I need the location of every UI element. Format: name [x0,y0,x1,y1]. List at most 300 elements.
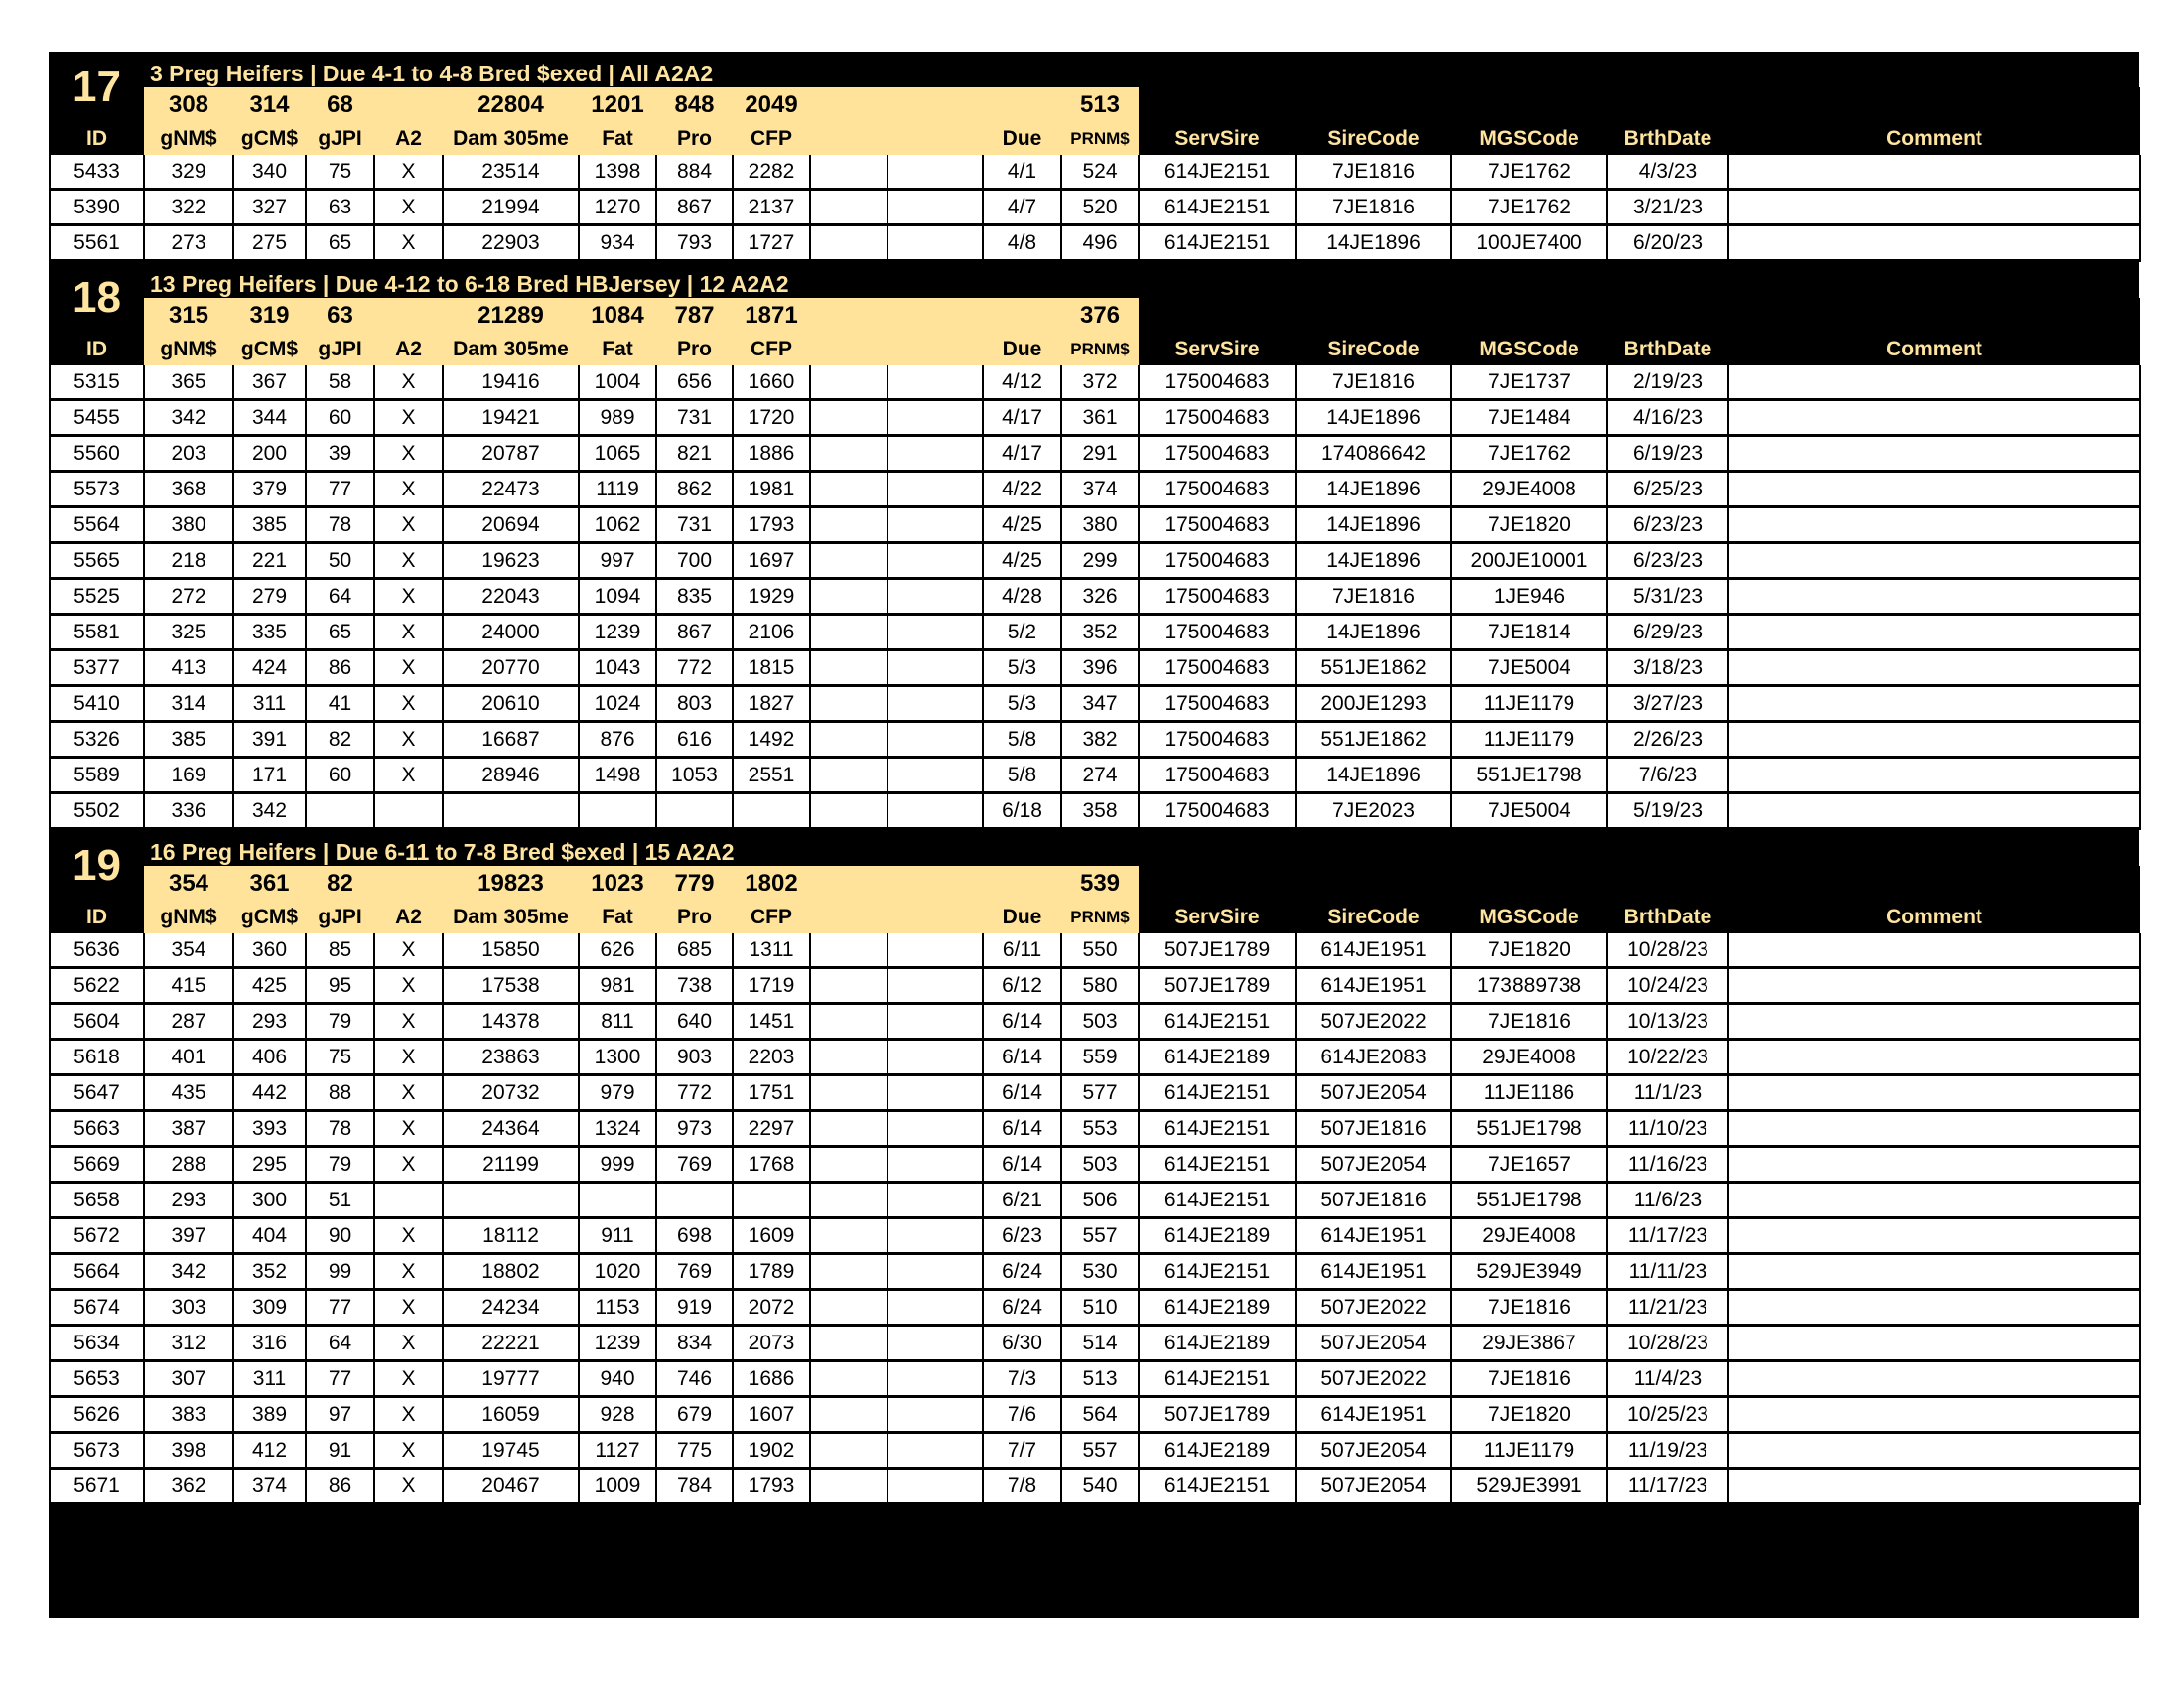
table-row [50,650,2140,686]
cell-gjpi [306,793,374,829]
cell-comment[interactable] [1728,968,2140,1004]
cell-gjpi: 58 [306,365,374,400]
cell-mgscode: 29JE3867 [1451,1326,1607,1361]
cell-cfp: 1451 [733,1004,810,1040]
cell-fat: 979 [579,1075,656,1111]
cell-comment[interactable] [1728,1361,2140,1397]
cell-pro: 731 [656,400,733,436]
lot-average-prnm: 513 [1061,87,1139,123]
cell-blank-2 [887,758,983,793]
cell-a2: X [374,436,443,472]
cell-gnm: 401 [144,1040,233,1075]
cell-pro: 731 [656,507,733,543]
cell-brthdate: 10/24/23 [1607,968,1728,1004]
cell-comment[interactable] [1728,543,2140,579]
cell-blank-2 [887,1147,983,1183]
cell-fat: 981 [579,968,656,1004]
cell-comment[interactable] [1728,793,2140,829]
cell-prnm: 299 [1061,543,1139,579]
cell-cfp: 1815 [733,650,810,686]
cell-cfp: 2072 [733,1290,810,1326]
cell-comment[interactable] [1728,1075,2140,1111]
cell-brthdate: 11/21/23 [1607,1290,1728,1326]
cell-brthdate: 11/16/23 [1607,1147,1728,1183]
cell-gcm: 275 [233,225,306,261]
cell-mgscode: 11JE1179 [1451,1433,1607,1469]
cell-gcm: 342 [233,793,306,829]
cell-cfp: 1789 [733,1254,810,1290]
column-header-row [50,334,2140,365]
cell-cfp: 1686 [733,1361,810,1397]
cell-a2: X [374,365,443,400]
cell-brthdate: 11/1/23 [1607,1075,1728,1111]
cell-a2: X [374,225,443,261]
cell-a2 [374,1183,443,1218]
cell-comment[interactable] [1728,722,2140,758]
cell-gcm: 279 [233,579,306,615]
cell-blank-1 [810,968,887,1004]
cell-gcm: 404 [233,1218,306,1254]
cell-a2: X [374,1433,443,1469]
cell-due: 7/8 [983,1469,1061,1504]
table-row [50,686,2140,722]
cell-gnm: 288 [144,1147,233,1183]
cell-comment[interactable] [1728,1111,2140,1147]
cell-prnm: 553 [1061,1111,1139,1147]
cell-comment[interactable] [1728,1290,2140,1326]
cell-dam-305me: 23863 [443,1040,579,1075]
cell-comment[interactable] [1728,1469,2140,1504]
cell-gnm: 329 [144,155,233,190]
column-header-gjpi: gJPI [306,902,374,933]
lot-average-gcm: 319 [233,298,306,334]
cell-comment[interactable] [1728,758,2140,793]
cell-gnm: 397 [144,1218,233,1254]
cell-gjpi: 39 [306,436,374,472]
cell-dam-305me: 21199 [443,1147,579,1183]
cell-a2: X [374,579,443,615]
column-header-blank-1 [810,123,887,155]
cell-blank-2 [887,1111,983,1147]
cell-prnm: 291 [1061,436,1139,472]
cell-prnm: 326 [1061,579,1139,615]
column-header-gcm: gCM$ [233,902,306,933]
cell-cfp: 1492 [733,722,810,758]
cell-pro: 772 [656,650,733,686]
cell-comment[interactable] [1728,190,2140,225]
cell-brthdate: 10/25/23 [1607,1397,1728,1433]
cell-comment[interactable] [1728,1326,2140,1361]
cell-comment[interactable] [1728,650,2140,686]
cell-comment[interactable] [1728,1040,2140,1075]
cell-id: 5589 [50,758,144,793]
cell-cfp: 1768 [733,1147,810,1183]
cell-blank-2 [887,1218,983,1254]
cell-id: 5326 [50,722,144,758]
cell-dam-305me: 19623 [443,543,579,579]
cell-dam-305me: 16687 [443,722,579,758]
cell-sirecode: 614JE1951 [1296,1397,1451,1433]
cell-cfp: 2137 [733,190,810,225]
cell-due: 6/18 [983,793,1061,829]
cell-prnm: 358 [1061,793,1139,829]
cell-sirecode: 14JE1896 [1296,507,1451,543]
lot-average-prnm: 376 [1061,298,1139,334]
cell-brthdate: 3/18/23 [1607,650,1728,686]
cell-comment[interactable] [1728,400,2140,436]
cell-gcm: 412 [233,1433,306,1469]
column-header-due: Due [983,334,1061,365]
cell-blank-2 [887,933,983,968]
cell-brthdate: 11/4/23 [1607,1361,1728,1397]
cell-due: 5/8 [983,722,1061,758]
cell-comment[interactable] [1728,365,2140,400]
cell-cfp: 1720 [733,400,810,436]
cell-gcm: 393 [233,1111,306,1147]
cell-cfp: 1793 [733,1469,810,1504]
cell-blank-2 [887,155,983,190]
cell-comment[interactable] [1728,1218,2140,1254]
cell-blank-1 [810,686,887,722]
cell-gcm: 379 [233,472,306,507]
cell-fat [579,1183,656,1218]
lot-number: 19 [72,841,121,890]
cell-due: 6/14 [983,1111,1061,1147]
cell-dam-305me [443,1183,579,1218]
cell-due: 6/24 [983,1290,1061,1326]
cell-mgscode: 529JE3991 [1451,1469,1607,1504]
cell-fat: 1043 [579,650,656,686]
cell-mgscode: 551JE1798 [1451,1183,1607,1218]
cell-cfp: 1929 [733,579,810,615]
cell-gjpi: 78 [306,507,374,543]
cell-a2: X [374,615,443,650]
cell-id: 5664 [50,1254,144,1290]
cell-brthdate: 10/28/23 [1607,1326,1728,1361]
cell-comment[interactable] [1728,472,2140,507]
column-header-cfp: CFP [733,123,810,155]
cell-gnm: 307 [144,1361,233,1397]
cell-gcm: 367 [233,365,306,400]
cell-servsire: 175004683 [1139,472,1296,507]
table-row [50,1433,2140,1469]
cell-blank-1 [810,1361,887,1397]
cell-fat: 997 [579,543,656,579]
table-row [50,543,2140,579]
cell-blank-1 [810,615,887,650]
cell-gjpi: 97 [306,1397,374,1433]
cell-sirecode: 14JE1896 [1296,225,1451,261]
cell-comment[interactable] [1728,1397,2140,1433]
cell-sirecode: 507JE2054 [1296,1326,1451,1361]
cell-comment[interactable] [1728,686,2140,722]
cell-mgscode: 29JE4008 [1451,1040,1607,1075]
cell-comment[interactable] [1728,933,2140,968]
cell-mgscode: 7JE5004 [1451,793,1607,829]
column-header-comment: Comment [1728,334,2140,365]
cell-prnm: 506 [1061,1183,1139,1218]
cell-comment[interactable] [1728,1183,2140,1218]
table-row [50,1147,2140,1183]
cell-due: 6/11 [983,933,1061,968]
cell-sirecode: 551JE1862 [1296,650,1451,686]
cell-prnm: 352 [1061,615,1139,650]
header-spacer [1139,87,2140,123]
cell-comment[interactable] [1728,436,2140,472]
cell-comment[interactable] [1728,507,2140,543]
cell-gnm: 287 [144,1004,233,1040]
table-row [50,1111,2140,1147]
cell-sirecode: 614JE1951 [1296,1218,1451,1254]
cell-blank-2 [887,968,983,1004]
table-row [50,1326,2140,1361]
cell-pro: 793 [656,225,733,261]
cell-gnm: 293 [144,1183,233,1218]
cell-blank-1 [810,1183,887,1218]
column-header-brthdate: BrthDate [1607,123,1728,155]
cell-prnm: 372 [1061,365,1139,400]
cell-blank-2 [887,1469,983,1504]
table-row [50,758,2140,793]
cell-gcm: 221 [233,543,306,579]
cell-mgscode: 7JE1820 [1451,933,1607,968]
cell-gcm: 340 [233,155,306,190]
cell-fat: 1324 [579,1111,656,1147]
cell-a2: X [374,1361,443,1397]
cell-comment[interactable] [1728,155,2140,190]
lot-average-pro: 848 [656,87,733,123]
cell-sirecode: 14JE1896 [1296,400,1451,436]
cell-sirecode: 507JE2022 [1296,1290,1451,1326]
cell-gjpi: 77 [306,1290,374,1326]
cell-sirecode: 7JE2023 [1296,793,1451,829]
cell-mgscode: 7JE1484 [1451,400,1607,436]
cell-servsire: 175004683 [1139,579,1296,615]
cell-blank-2 [887,1397,983,1433]
cell-blank-2 [887,400,983,436]
table-row [50,1290,2140,1326]
cell-gcm: 425 [233,968,306,1004]
cell-gjpi: 86 [306,1469,374,1504]
column-header-id: ID [50,123,144,155]
cell-sirecode: 507JE1816 [1296,1183,1451,1218]
column-header-blank-2 [887,334,983,365]
cell-blank-1 [810,1433,887,1469]
cell-comment[interactable] [1728,1254,2140,1290]
cell-sirecode: 7JE1816 [1296,155,1451,190]
cell-cfp: 1609 [733,1218,810,1254]
cell-blank-2 [887,722,983,758]
column-header-gnm: gNM$ [144,902,233,933]
cell-comment[interactable] [1728,1004,2140,1040]
cell-blank-1 [810,1218,887,1254]
cell-cfp: 1697 [733,543,810,579]
cell-dam-305me: 19421 [443,400,579,436]
header-spacer [1139,298,2140,334]
cell-mgscode: 200JE10001 [1451,543,1607,579]
cell-comment[interactable] [1728,1147,2140,1183]
cell-gnm: 273 [144,225,233,261]
cell-cfp: 1902 [733,1433,810,1469]
lot-average-dam-305me: 21289 [443,298,579,334]
column-header-dam-305me: Dam 305me [443,123,579,155]
cell-due: 5/8 [983,758,1061,793]
lot-average-blank-1 [810,298,887,334]
lot-average-fat: 1201 [579,87,656,123]
cell-due: 6/14 [983,1147,1061,1183]
cell-due: 4/12 [983,365,1061,400]
cell-pro: 769 [656,1254,733,1290]
cell-due: 4/8 [983,225,1061,261]
cell-comment[interactable] [1728,579,2140,615]
cell-gcm: 316 [233,1326,306,1361]
cell-gcm: 406 [233,1040,306,1075]
header-spacer [1139,866,2140,902]
lot-title: 16 Preg Heifers | Due 6-11 to 7-8 Bred $exed | 15 A2A2 [150,839,735,865]
cell-a2: X [374,155,443,190]
cell-dam-305me: 18112 [443,1218,579,1254]
table-row [50,722,2140,758]
column-header-pro: Pro [656,902,733,933]
cell-mgscode: 7JE1737 [1451,365,1607,400]
cell-pro: 867 [656,615,733,650]
cell-cfp: 1827 [733,686,810,722]
lot-average-cfp: 1802 [733,866,810,902]
cell-prnm: 274 [1061,758,1139,793]
cell-mgscode: 11JE1179 [1451,722,1607,758]
cell-fat: 626 [579,933,656,968]
cell-pro: 919 [656,1290,733,1326]
lot-header [50,829,2140,867]
column-header-sirecode: SireCode [1296,334,1451,365]
cell-servsire: 614JE2151 [1139,155,1296,190]
cell-comment[interactable] [1728,615,2140,650]
cell-blank-2 [887,579,983,615]
cell-blank-1 [810,507,887,543]
table-row [50,793,2140,829]
cell-mgscode: 11JE1179 [1451,686,1607,722]
cell-gnm: 383 [144,1397,233,1433]
cell-cfp: 2297 [733,1111,810,1147]
cell-fat: 1239 [579,615,656,650]
table-row [50,1004,2140,1040]
cell-sirecode: 200JE1293 [1296,686,1451,722]
cell-dam-305me: 24234 [443,1290,579,1326]
cell-a2: X [374,968,443,1004]
cell-brthdate: 6/20/23 [1607,225,1728,261]
cell-servsire: 614JE2189 [1139,1326,1296,1361]
cell-id: 5671 [50,1469,144,1504]
cell-mgscode: 7JE1816 [1451,1004,1607,1040]
cell-brthdate: 11/17/23 [1607,1218,1728,1254]
cell-gjpi: 91 [306,1433,374,1469]
cell-gjpi: 88 [306,1075,374,1111]
cell-pro: 679 [656,1397,733,1433]
cell-id: 5377 [50,650,144,686]
cell-sirecode: 507JE2022 [1296,1004,1451,1040]
cell-dam-305me: 21994 [443,190,579,225]
cell-prnm: 524 [1061,155,1139,190]
cell-prnm: 557 [1061,1218,1139,1254]
cell-id: 5674 [50,1290,144,1326]
cell-fat: 1300 [579,1040,656,1075]
cell-mgscode: 7JE5004 [1451,650,1607,686]
cell-servsire: 175004683 [1139,507,1296,543]
cell-pro: 700 [656,543,733,579]
cell-dam-305me: 22221 [443,1326,579,1361]
table-row [50,933,2140,968]
cell-a2: X [374,543,443,579]
cell-servsire: 507JE1789 [1139,1397,1296,1433]
cell-gcm: 344 [233,400,306,436]
cell-gnm: 415 [144,968,233,1004]
cell-mgscode: 7JE1816 [1451,1290,1607,1326]
cell-dam-305me: 24364 [443,1111,579,1147]
cell-mgscode: 7JE1820 [1451,507,1607,543]
cell-prnm: 503 [1061,1004,1139,1040]
cell-dam-305me: 20770 [443,650,579,686]
column-header-row [50,123,2140,155]
cell-a2: X [374,933,443,968]
cell-prnm: 513 [1061,1361,1139,1397]
column-header-blank-1 [810,902,887,933]
cell-servsire: 614JE2189 [1139,1040,1296,1075]
cell-sirecode: 174086642 [1296,436,1451,472]
cell-pro: 698 [656,1218,733,1254]
cell-comment[interactable] [1728,1433,2140,1469]
cell-gcm: 374 [233,1469,306,1504]
cell-due: 6/14 [983,1004,1061,1040]
cell-due: 6/12 [983,968,1061,1004]
cell-prnm: 520 [1061,190,1139,225]
cell-prnm: 540 [1061,1469,1139,1504]
cell-gnm: 272 [144,579,233,615]
cell-fat: 1127 [579,1433,656,1469]
cell-id: 5634 [50,1326,144,1361]
cell-fat: 928 [579,1397,656,1433]
cell-pro: 769 [656,1147,733,1183]
cell-id: 5564 [50,507,144,543]
column-header-servsire: ServSire [1139,902,1296,933]
cell-gjpi: 79 [306,1147,374,1183]
cell-due: 6/30 [983,1326,1061,1361]
cell-pro: 746 [656,1361,733,1397]
cell-cfp: 1311 [733,933,810,968]
lot-average-a2 [374,866,443,902]
cell-brthdate: 4/16/23 [1607,400,1728,436]
cell-blank-2 [887,1075,983,1111]
cell-blank-1 [810,190,887,225]
cell-due: 5/2 [983,615,1061,650]
cell-pro: 803 [656,686,733,722]
cell-gjpi: 60 [306,758,374,793]
table-row [50,1254,2140,1290]
cell-a2: X [374,400,443,436]
cell-mgscode: 173889738 [1451,968,1607,1004]
cell-comment[interactable] [1728,225,2140,261]
column-header-fat: Fat [579,123,656,155]
table-row [50,968,2140,1004]
cell-gjpi: 95 [306,968,374,1004]
cell-dam-305me: 28946 [443,758,579,793]
cell-due: 4/17 [983,436,1061,472]
cell-dam-305me: 14378 [443,1004,579,1040]
column-header-blank-2 [887,902,983,933]
cell-brthdate: 6/29/23 [1607,615,1728,650]
cell-mgscode: 7JE1820 [1451,1397,1607,1433]
cell-brthdate: 11/11/23 [1607,1254,1728,1290]
cell-id: 5636 [50,933,144,968]
